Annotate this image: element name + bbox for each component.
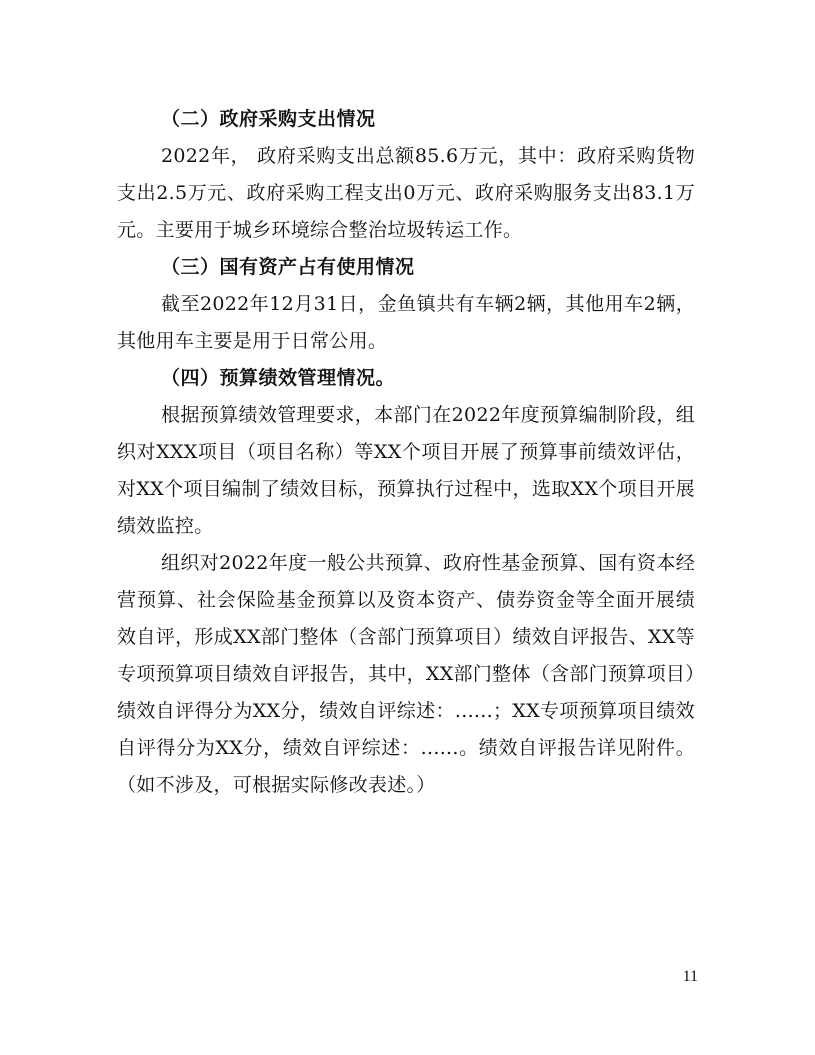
section-performance-management — [117, 360, 695, 804]
section-heading: （四）预算绩效管理情况。 — [161, 367, 396, 389]
section-heading: （二）政府采购支出情况 — [161, 108, 376, 130]
document-body — [117, 101, 695, 804]
section-paragraph: 根据预算绩效管理要求，本部门在2022年度预算编制阶段，组织对XXX项目（项目名称）等XX个项目开展了预算事前绩效评估，对XX个项目编制了绩效目标，预算执行过程中，选取XX个项目开展绩效监控。 — [117, 404, 695, 537]
section-paragraph: 2022年， 政府采购支出总额85.6万元，其中：政府采购货物支出2.5万元、政府采购工程支出0万元、政府采购服务支出83.1万元。主要用于城乡环境综合整治垃圾转运工作。 — [117, 145, 695, 241]
page-number: 11 — [682, 968, 698, 985]
section-paragraph: 截至2022年12月31日，金鱼镇共有车辆2辆，其他用车2辆，其他用车主要是用于日常公用。 — [117, 293, 695, 352]
section-state-assets — [117, 249, 695, 360]
section-government-procurement — [117, 101, 695, 249]
section-heading: （三）国有资产占有使用情况 — [161, 256, 415, 278]
section-paragraph: 组织对2022年度一般公共预算、政府性基金预算、国有资本经营预算、社会保险基金预算以及资本资产、债券资金等全面开展绩效自评，形成XX部门整体（含部门预算项目）绩效自评报告、XX等专项预算项目绩效自评报告，其中，XX部门整体（含部门预算项目）绩效自评得分为XX分，绩效自评综述：......；XX专项预算项目绩效自评得分为XX分，绩效自评综述：......。绩效自评报告详见附件。（如不涉及，可根据实际修改表述。） — [117, 552, 695, 796]
